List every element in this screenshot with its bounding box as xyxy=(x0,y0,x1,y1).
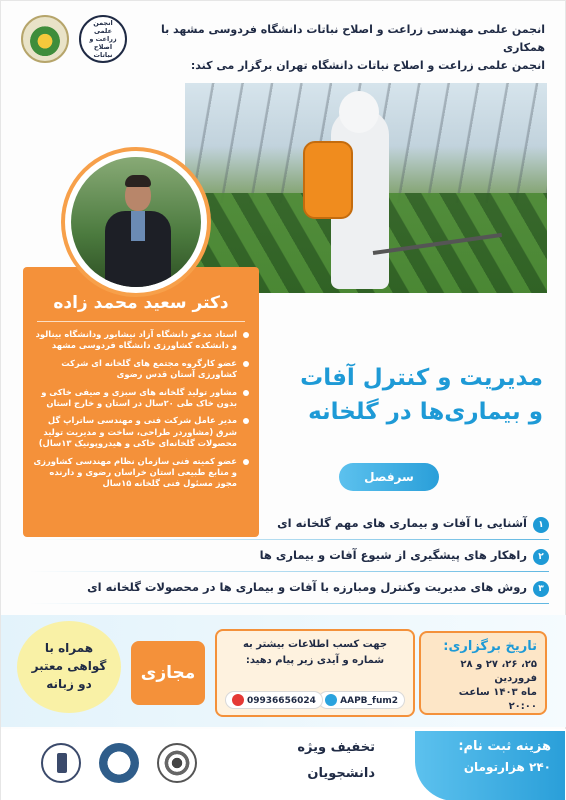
telegram-contact[interactable] xyxy=(318,691,405,709)
course-title xyxy=(263,361,543,429)
speaker-name: دکتر سعید محمد زاده xyxy=(53,293,229,313)
topic-number: ۲ xyxy=(533,549,549,565)
certificate-badge xyxy=(17,621,121,713)
contact-box xyxy=(215,629,415,717)
schedule-time: ماه ۱۴۰۳ ساعت ۲۰:۰۰ xyxy=(458,687,537,712)
greenhouse-spraying-photo xyxy=(185,83,547,293)
contact-line-1: جهت کسب اطلاعات بیشتر به xyxy=(242,639,388,650)
bio-item: استاد مدعو دانشگاه آزاد نیشابور ودانشگاه بینالود و دانشکده کشاورزی دانشگاه فردوسی مشهد xyxy=(29,329,249,352)
partner-logos xyxy=(41,743,201,789)
association-logo xyxy=(79,15,127,63)
certificate-line-1: همراه با xyxy=(44,641,94,655)
portrait-shirt xyxy=(131,211,145,241)
delivery-mode-badge: مجازی xyxy=(131,641,205,705)
portrait-hair xyxy=(125,175,151,187)
divider xyxy=(37,321,245,322)
organizer-text xyxy=(135,21,545,75)
topic-text: آشنایی با آفات و بیماری های مهم گلخانه ای xyxy=(277,516,527,530)
topic-underline xyxy=(29,571,549,572)
topic-underline xyxy=(29,539,549,540)
sprayer-tank xyxy=(303,141,353,219)
syllabus-label: سرفصل xyxy=(339,463,439,491)
course-title-line-2: و بیماری‌ها در گلخانه xyxy=(308,399,543,425)
telegram-id: AAPB_fum2 xyxy=(340,696,398,706)
fee-value: ۲۴۰ هزارتومان xyxy=(463,760,551,774)
certificate-line-2: گواهی معتبر xyxy=(31,659,107,673)
university-logo-icon xyxy=(41,743,81,783)
bio-item: عضو کارگروه مجتمع های گلخانه ای شرکت کشاورزی آستان قدس رضوی xyxy=(29,358,249,381)
certificate-line-3: دو زبانه xyxy=(46,677,92,691)
registration-fee-box xyxy=(415,731,565,800)
schedule-dates: ۲۵، ۲۶، ۲۷ و ۲۸ فروردین xyxy=(460,659,537,684)
association-logo-text: انجمن علمی زراعت و اصلاح نباتات xyxy=(89,19,117,59)
tehran-university-logo-icon xyxy=(99,743,139,783)
sprayer-worker xyxy=(303,89,413,289)
phone-icon xyxy=(232,694,244,706)
organizer-line-2: انجمن علمی زراعت و اصلاح نباتات دانشگاه تهران برگزار می کند: xyxy=(190,59,545,72)
speaker-portrait-frame xyxy=(65,151,207,293)
bio-item: مشاور تولید گلخانه های سبزی و صیفی خاکی و بدون خاک طی ۲۰سال در استان و خارج استان xyxy=(29,387,249,410)
organizer-line-1: انجمن علمی مهندسی زراعت و اصلاح نباتات دانشگاه فردوسی مشهد با همکاری xyxy=(160,23,545,54)
topic-item xyxy=(29,545,549,577)
topic-number: ۱ xyxy=(533,517,549,533)
topic-text: راهکار های پیشگیری از شیوع آفات و بیماری ها xyxy=(259,548,527,562)
agriculture-logo-icon xyxy=(21,15,69,63)
speaker-bio-panel xyxy=(23,267,259,537)
phone-number: 09936656024 xyxy=(247,696,316,706)
discount-line-1: تخفیف ویژه xyxy=(297,740,375,755)
ferdowsi-university-logo-icon xyxy=(157,743,197,783)
phone-contact[interactable] xyxy=(225,691,323,709)
speaker-portrait xyxy=(71,157,201,287)
discount-line-2: دانشجویان xyxy=(307,766,375,781)
schedule-box xyxy=(419,631,547,715)
course-title-line-1: مدیریت و کنترل آفات xyxy=(300,365,543,391)
telegram-icon xyxy=(325,694,337,706)
topic-number: ۳ xyxy=(533,581,549,597)
fee-label: هزینه ثبت نام: xyxy=(458,739,551,754)
student-discount xyxy=(235,735,375,787)
suit-hood xyxy=(339,91,379,133)
speaker-bio-list xyxy=(29,329,249,496)
bio-item: مدیر عامل شرکت فنی و مهندسی ساتراپ گل شرق (مشاوردر طراحی، ساخت و مدیریت تولید محصولات گلخانه‌ای خاکی و هیدروپونیک ۱۳سال) xyxy=(29,415,249,449)
bio-item: عضو کمیته فنی سازمان نظام مهندسی کشاورزی و منابع طبیعی استان خراسان رضوی و دارنده مجوز مسئول فنی گلخانه ۱۵سال xyxy=(29,456,249,490)
topic-underline xyxy=(29,603,549,604)
topic-text: روش های مدیریت وکنترل ومبارزه با آفات و بیماری ها در محصولات گلخانه ای xyxy=(87,580,527,594)
contact-line-2: شماره و آیدی زیر پیام دهید: xyxy=(245,655,385,666)
schedule-label: تاریخ برگزاری: xyxy=(443,639,537,654)
topic-item xyxy=(29,577,549,609)
